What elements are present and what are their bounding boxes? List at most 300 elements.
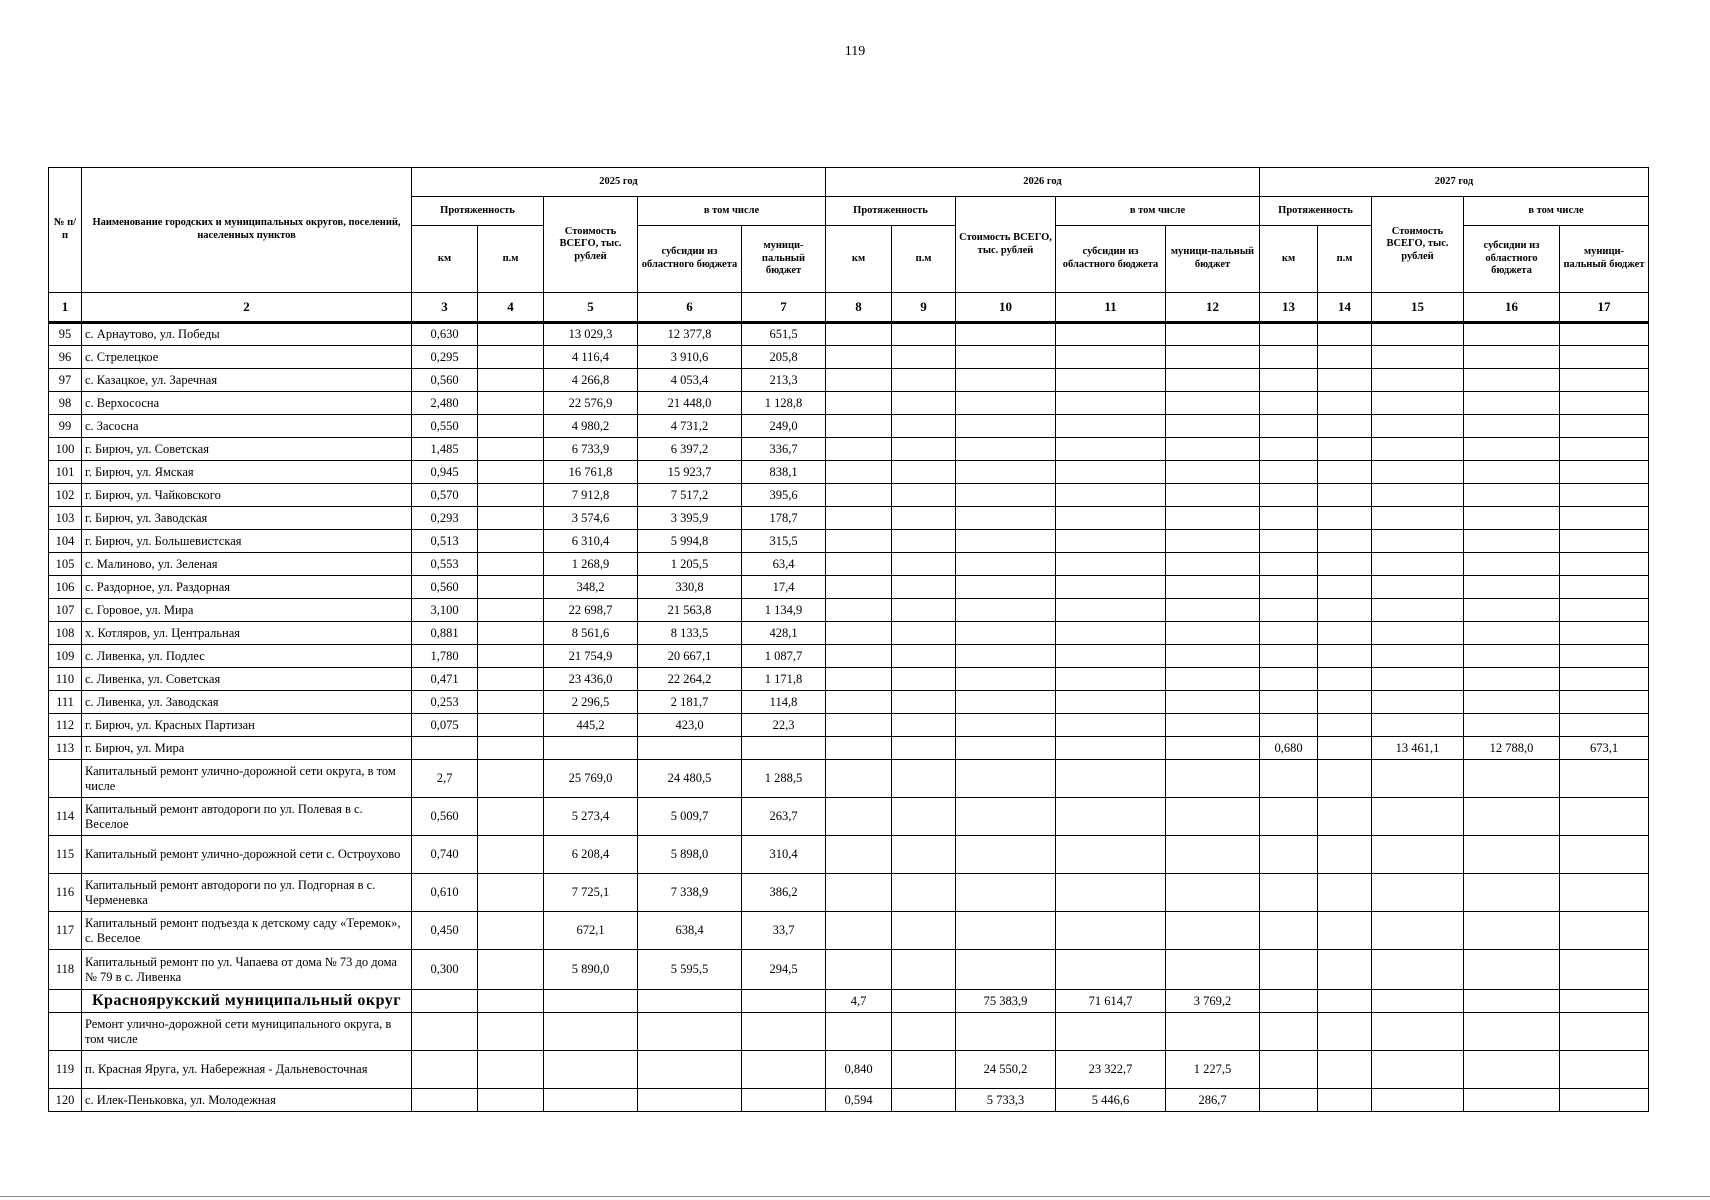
value-cell bbox=[892, 950, 956, 990]
value-cell bbox=[1318, 369, 1372, 392]
value-cell bbox=[1056, 415, 1166, 438]
header-subsidy: субсидии из областного бюджета bbox=[638, 226, 742, 293]
value-cell bbox=[1166, 507, 1260, 530]
value-cell: 672,1 bbox=[544, 912, 638, 950]
value-cell bbox=[1464, 874, 1560, 912]
row-number bbox=[49, 760, 82, 798]
value-cell bbox=[826, 714, 892, 737]
value-cell bbox=[478, 1013, 544, 1051]
value-cell bbox=[544, 1051, 638, 1089]
value-cell bbox=[1056, 622, 1166, 645]
value-cell bbox=[892, 622, 956, 645]
value-cell bbox=[1464, 484, 1560, 507]
value-cell: 286,7 bbox=[1166, 1089, 1260, 1112]
value-cell bbox=[826, 737, 892, 760]
value-cell: 0,075 bbox=[412, 714, 478, 737]
table-row bbox=[49, 530, 1649, 553]
value-cell bbox=[1372, 836, 1464, 874]
row-name: с. Ливенка, ул. Заводская bbox=[82, 691, 412, 714]
value-cell bbox=[956, 553, 1056, 576]
value-cell bbox=[638, 1089, 742, 1112]
value-cell bbox=[1560, 1013, 1649, 1051]
value-cell bbox=[1318, 836, 1372, 874]
value-cell: 5 446,6 bbox=[1056, 1089, 1166, 1112]
value-cell bbox=[1166, 553, 1260, 576]
value-cell bbox=[1560, 599, 1649, 622]
value-cell bbox=[1166, 530, 1260, 553]
row-name: с. Стрелецкое bbox=[82, 346, 412, 369]
value-cell bbox=[892, 691, 956, 714]
value-cell: 0,471 bbox=[412, 668, 478, 691]
value-cell bbox=[1318, 323, 1372, 346]
value-cell: 263,7 bbox=[742, 798, 826, 836]
value-cell bbox=[826, 530, 892, 553]
value-cell: 21 754,9 bbox=[544, 645, 638, 668]
value-cell: 22 698,7 bbox=[544, 599, 638, 622]
value-cell bbox=[1372, 553, 1464, 576]
value-cell bbox=[956, 323, 1056, 346]
row-number: 96 bbox=[49, 346, 82, 369]
value-cell bbox=[1464, 798, 1560, 836]
value-cell: 673,1 bbox=[1560, 737, 1649, 760]
value-cell bbox=[1372, 1089, 1464, 1112]
value-cell: 13 461,1 bbox=[1372, 737, 1464, 760]
row-number: 97 bbox=[49, 369, 82, 392]
value-cell bbox=[826, 415, 892, 438]
value-cell bbox=[1464, 1089, 1560, 1112]
value-cell: 838,1 bbox=[742, 461, 826, 484]
row-name: Ремонт улично-дорожной сети муниципального округа, в том числе bbox=[82, 1013, 412, 1051]
value-cell bbox=[1318, 760, 1372, 798]
value-cell bbox=[478, 622, 544, 645]
value-cell bbox=[478, 912, 544, 950]
table-row bbox=[49, 599, 1649, 622]
value-cell bbox=[1056, 668, 1166, 691]
row-number: 118 bbox=[49, 950, 82, 990]
value-cell: 4 053,4 bbox=[638, 369, 742, 392]
value-cell: 1 134,9 bbox=[742, 599, 826, 622]
header-cost-total: Стоимость ВСЕГО, тыс. рублей bbox=[956, 197, 1056, 293]
value-cell bbox=[1318, 798, 1372, 836]
value-cell bbox=[1056, 576, 1166, 599]
value-cell bbox=[478, 346, 544, 369]
value-cell bbox=[1372, 576, 1464, 599]
value-cell bbox=[1464, 507, 1560, 530]
row-number: 99 bbox=[49, 415, 82, 438]
value-cell bbox=[1560, 369, 1649, 392]
district-row bbox=[49, 990, 1649, 1013]
table-row bbox=[49, 553, 1649, 576]
value-cell bbox=[1056, 346, 1166, 369]
value-cell bbox=[956, 874, 1056, 912]
value-cell: 21 563,8 bbox=[638, 599, 742, 622]
row-name: г. Бирюч, ул. Ямская bbox=[82, 461, 412, 484]
value-cell: 7 517,2 bbox=[638, 484, 742, 507]
value-cell bbox=[1318, 530, 1372, 553]
value-cell bbox=[826, 622, 892, 645]
value-cell: 24 550,2 bbox=[956, 1051, 1056, 1089]
value-cell: 5 898,0 bbox=[638, 836, 742, 874]
value-cell: 315,5 bbox=[742, 530, 826, 553]
value-cell bbox=[892, 369, 956, 392]
value-cell bbox=[1560, 836, 1649, 874]
value-cell bbox=[1166, 798, 1260, 836]
value-cell bbox=[956, 798, 1056, 836]
value-cell bbox=[1056, 392, 1166, 415]
header-km: км bbox=[826, 226, 892, 293]
table-row bbox=[49, 622, 1649, 645]
value-cell: 8 133,5 bbox=[638, 622, 742, 645]
table-row bbox=[49, 836, 1649, 874]
row-name: г. Бирюч, ул. Чайковского bbox=[82, 484, 412, 507]
value-cell: 0,570 bbox=[412, 484, 478, 507]
value-cell bbox=[956, 622, 1056, 645]
table-row bbox=[49, 346, 1649, 369]
row-number: 112 bbox=[49, 714, 82, 737]
value-cell bbox=[1260, 507, 1318, 530]
value-cell: 428,1 bbox=[742, 622, 826, 645]
header-year-2025: 2025 год bbox=[412, 168, 826, 197]
value-cell bbox=[1464, 553, 1560, 576]
header-year-2027: 2027 год bbox=[1260, 168, 1649, 197]
row-name: г. Бирюч, ул. Большевистская bbox=[82, 530, 412, 553]
row-number: 98 bbox=[49, 392, 82, 415]
value-cell: 75 383,9 bbox=[956, 990, 1056, 1013]
value-cell bbox=[956, 576, 1056, 599]
table-row bbox=[49, 950, 1649, 990]
value-cell bbox=[1056, 530, 1166, 553]
value-cell: 1 087,7 bbox=[742, 645, 826, 668]
value-cell: 0,553 bbox=[412, 553, 478, 576]
value-cell bbox=[742, 1013, 826, 1051]
value-cell bbox=[892, 874, 956, 912]
value-cell bbox=[1372, 438, 1464, 461]
value-cell bbox=[1166, 912, 1260, 950]
value-cell: 651,5 bbox=[742, 323, 826, 346]
table-row bbox=[49, 1013, 1649, 1051]
row-number: 106 bbox=[49, 576, 82, 599]
value-cell bbox=[1318, 576, 1372, 599]
value-cell bbox=[892, 599, 956, 622]
value-cell bbox=[892, 530, 956, 553]
value-cell bbox=[826, 691, 892, 714]
value-cell bbox=[1560, 530, 1649, 553]
value-cell: 13 029,3 bbox=[544, 323, 638, 346]
value-cell bbox=[412, 1013, 478, 1051]
value-cell bbox=[1318, 1051, 1372, 1089]
value-cell: 5 733,3 bbox=[956, 1089, 1056, 1112]
value-cell bbox=[1166, 346, 1260, 369]
value-cell bbox=[1056, 836, 1166, 874]
value-cell: 386,2 bbox=[742, 874, 826, 912]
value-cell: 348,2 bbox=[544, 576, 638, 599]
value-cell: 4 116,4 bbox=[544, 346, 638, 369]
value-cell bbox=[638, 1013, 742, 1051]
value-cell bbox=[1260, 912, 1318, 950]
value-cell bbox=[1464, 415, 1560, 438]
value-cell bbox=[1260, 346, 1318, 369]
value-cell: 395,6 bbox=[742, 484, 826, 507]
value-cell: 4 266,8 bbox=[544, 369, 638, 392]
investment-table-wrapper bbox=[48, 167, 1648, 1112]
value-cell bbox=[826, 645, 892, 668]
value-cell bbox=[478, 415, 544, 438]
value-cell: 5 009,7 bbox=[638, 798, 742, 836]
value-cell bbox=[478, 438, 544, 461]
row-name: Капитальный ремонт по ул. Чапаева от дома № 73 до дома № 79 в с. Ливенка bbox=[82, 950, 412, 990]
value-cell bbox=[1372, 1013, 1464, 1051]
value-cell bbox=[956, 530, 1056, 553]
value-cell: 33,7 bbox=[742, 912, 826, 950]
value-cell bbox=[478, 874, 544, 912]
value-cell bbox=[478, 461, 544, 484]
value-cell bbox=[1464, 599, 1560, 622]
value-cell bbox=[1464, 836, 1560, 874]
value-cell bbox=[638, 737, 742, 760]
value-cell bbox=[892, 346, 956, 369]
value-cell bbox=[826, 346, 892, 369]
header-km: км bbox=[412, 226, 478, 293]
value-cell bbox=[478, 1089, 544, 1112]
value-cell bbox=[544, 737, 638, 760]
value-cell: 7 912,8 bbox=[544, 484, 638, 507]
row-name: с. Илек-Пеньковка, ул. Молодежная bbox=[82, 1089, 412, 1112]
value-cell bbox=[1318, 950, 1372, 990]
row-number: 115 bbox=[49, 836, 82, 874]
value-cell bbox=[1464, 645, 1560, 668]
value-cell: 1 268,9 bbox=[544, 553, 638, 576]
value-cell bbox=[1318, 553, 1372, 576]
column-number: 14 bbox=[1318, 293, 1372, 323]
value-cell: 445,2 bbox=[544, 714, 638, 737]
value-cell: 1 288,5 bbox=[742, 760, 826, 798]
value-cell: 178,7 bbox=[742, 507, 826, 530]
row-name: Капитальный ремонт улично-дорожной сети округа, в том числе bbox=[82, 760, 412, 798]
row-name: с. Раздорное, ул. Раздорная bbox=[82, 576, 412, 599]
value-cell bbox=[826, 760, 892, 798]
value-cell: 3 574,6 bbox=[544, 507, 638, 530]
value-cell bbox=[1464, 760, 1560, 798]
value-cell: 0,840 bbox=[826, 1051, 892, 1089]
header-cost-total: Стоимость ВСЕГО, тыс. рублей bbox=[1372, 197, 1464, 293]
header-name: Наименование городских и муниципальных округов, поселений, населенных пунктов bbox=[82, 168, 412, 293]
value-cell bbox=[826, 798, 892, 836]
value-cell bbox=[892, 415, 956, 438]
value-cell bbox=[1560, 392, 1649, 415]
value-cell bbox=[1056, 645, 1166, 668]
value-cell bbox=[1260, 950, 1318, 990]
value-cell: 71 614,7 bbox=[1056, 990, 1166, 1013]
value-cell: 22,3 bbox=[742, 714, 826, 737]
value-cell bbox=[1260, 760, 1318, 798]
value-cell bbox=[892, 438, 956, 461]
value-cell bbox=[478, 484, 544, 507]
value-cell bbox=[1372, 912, 1464, 950]
row-name: Капитальный ремонт автодороги по ул. Полевая в с. Веселое bbox=[82, 798, 412, 836]
column-number: 5 bbox=[544, 293, 638, 323]
value-cell bbox=[478, 760, 544, 798]
value-cell bbox=[1166, 691, 1260, 714]
value-cell bbox=[1260, 714, 1318, 737]
value-cell: 0,253 bbox=[412, 691, 478, 714]
header-length: Протяженность bbox=[1260, 197, 1372, 226]
value-cell bbox=[478, 392, 544, 415]
value-cell bbox=[1372, 530, 1464, 553]
value-cell bbox=[1260, 461, 1318, 484]
value-cell bbox=[826, 438, 892, 461]
header-year-2026: 2026 год bbox=[826, 168, 1260, 197]
row-number: 114 bbox=[49, 798, 82, 836]
page-number: 119 bbox=[844, 44, 866, 59]
value-cell bbox=[1260, 836, 1318, 874]
value-cell bbox=[1318, 1013, 1372, 1051]
value-cell bbox=[1318, 461, 1372, 484]
table-row bbox=[49, 415, 1649, 438]
value-cell bbox=[412, 1051, 478, 1089]
value-cell bbox=[1464, 990, 1560, 1013]
value-cell bbox=[1166, 369, 1260, 392]
table-row bbox=[49, 714, 1649, 737]
value-cell bbox=[1372, 760, 1464, 798]
value-cell bbox=[1318, 599, 1372, 622]
value-cell: 330,8 bbox=[638, 576, 742, 599]
value-cell: 249,0 bbox=[742, 415, 826, 438]
value-cell: 23 322,7 bbox=[1056, 1051, 1166, 1089]
value-cell: 12 788,0 bbox=[1464, 737, 1560, 760]
value-cell bbox=[956, 484, 1056, 507]
value-cell: 5 890,0 bbox=[544, 950, 638, 990]
value-cell bbox=[826, 874, 892, 912]
value-cell bbox=[826, 1013, 892, 1051]
value-cell: 205,8 bbox=[742, 346, 826, 369]
value-cell: 0,560 bbox=[412, 576, 478, 599]
header-length: Протяженность bbox=[826, 197, 956, 226]
value-cell bbox=[1560, 645, 1649, 668]
row-name: с. Ливенка, ул. Подлес bbox=[82, 645, 412, 668]
table-row bbox=[49, 912, 1649, 950]
value-cell bbox=[1166, 950, 1260, 990]
value-cell bbox=[1372, 392, 1464, 415]
value-cell: 0,945 bbox=[412, 461, 478, 484]
page-bottom-divider bbox=[0, 1196, 1710, 1197]
value-cell bbox=[826, 461, 892, 484]
value-cell bbox=[1260, 798, 1318, 836]
value-cell bbox=[1166, 874, 1260, 912]
value-cell: 2 181,7 bbox=[638, 691, 742, 714]
row-number: 120 bbox=[49, 1089, 82, 1112]
table-row bbox=[49, 576, 1649, 599]
value-cell bbox=[956, 714, 1056, 737]
table-row bbox=[49, 438, 1649, 461]
value-cell bbox=[1166, 484, 1260, 507]
value-cell bbox=[1560, 507, 1649, 530]
row-number: 107 bbox=[49, 599, 82, 622]
value-cell bbox=[1372, 507, 1464, 530]
value-cell bbox=[1318, 507, 1372, 530]
value-cell bbox=[1260, 323, 1318, 346]
column-number: 2 bbox=[82, 293, 412, 323]
row-name: г. Бирюч, ул. Красных Партизан bbox=[82, 714, 412, 737]
value-cell bbox=[1464, 576, 1560, 599]
value-cell bbox=[892, 507, 956, 530]
value-cell bbox=[638, 1051, 742, 1089]
value-cell bbox=[1372, 990, 1464, 1013]
value-cell bbox=[892, 912, 956, 950]
value-cell: 294,5 bbox=[742, 950, 826, 990]
table-row bbox=[49, 392, 1649, 415]
value-cell bbox=[478, 714, 544, 737]
value-cell: 5 595,5 bbox=[638, 950, 742, 990]
row-number: 117 bbox=[49, 912, 82, 950]
value-cell bbox=[1260, 369, 1318, 392]
table-row bbox=[49, 1051, 1649, 1089]
value-cell bbox=[826, 323, 892, 346]
value-cell bbox=[1260, 438, 1318, 461]
value-cell bbox=[956, 668, 1056, 691]
column-number: 6 bbox=[638, 293, 742, 323]
table-row bbox=[49, 798, 1649, 836]
value-cell: 20 667,1 bbox=[638, 645, 742, 668]
value-cell: 22 264,2 bbox=[638, 668, 742, 691]
value-cell: 1 128,8 bbox=[742, 392, 826, 415]
value-cell bbox=[1372, 714, 1464, 737]
value-cell: 310,4 bbox=[742, 836, 826, 874]
value-cell: 3 769,2 bbox=[1166, 990, 1260, 1013]
row-name: г. Бирюч, ул. Советская bbox=[82, 438, 412, 461]
value-cell bbox=[1056, 950, 1166, 990]
value-cell bbox=[478, 323, 544, 346]
row-number: 113 bbox=[49, 737, 82, 760]
value-cell: 1 171,8 bbox=[742, 668, 826, 691]
value-cell bbox=[1464, 369, 1560, 392]
value-cell bbox=[1560, 760, 1649, 798]
header-km: км bbox=[1260, 226, 1318, 293]
value-cell bbox=[1318, 392, 1372, 415]
value-cell: 2,7 bbox=[412, 760, 478, 798]
header-including: в том числе bbox=[1056, 197, 1260, 226]
value-cell: 213,3 bbox=[742, 369, 826, 392]
row-number: 102 bbox=[49, 484, 82, 507]
value-cell bbox=[742, 737, 826, 760]
row-number bbox=[49, 1013, 82, 1051]
value-cell bbox=[1318, 484, 1372, 507]
value-cell bbox=[1560, 691, 1649, 714]
value-cell bbox=[1260, 990, 1318, 1013]
value-cell bbox=[1166, 392, 1260, 415]
row-number bbox=[49, 990, 82, 1013]
column-number: 10 bbox=[956, 293, 1056, 323]
value-cell: 22 576,9 bbox=[544, 392, 638, 415]
value-cell: 2 296,5 bbox=[544, 691, 638, 714]
column-number: 15 bbox=[1372, 293, 1464, 323]
value-cell bbox=[1318, 714, 1372, 737]
value-cell bbox=[1166, 622, 1260, 645]
value-cell bbox=[478, 599, 544, 622]
value-cell bbox=[1372, 950, 1464, 990]
value-cell bbox=[956, 691, 1056, 714]
header-subsidy: субсидии из областного бюджета bbox=[1464, 226, 1560, 293]
value-cell bbox=[956, 950, 1056, 990]
row-name: х. Котляров, ул. Центральная bbox=[82, 622, 412, 645]
value-cell bbox=[1056, 553, 1166, 576]
table-row bbox=[49, 645, 1649, 668]
value-cell bbox=[1056, 760, 1166, 798]
value-cell bbox=[1056, 461, 1166, 484]
value-cell bbox=[956, 1013, 1056, 1051]
column-number: 11 bbox=[1056, 293, 1166, 323]
value-cell bbox=[1166, 714, 1260, 737]
value-cell: 0,560 bbox=[412, 369, 478, 392]
